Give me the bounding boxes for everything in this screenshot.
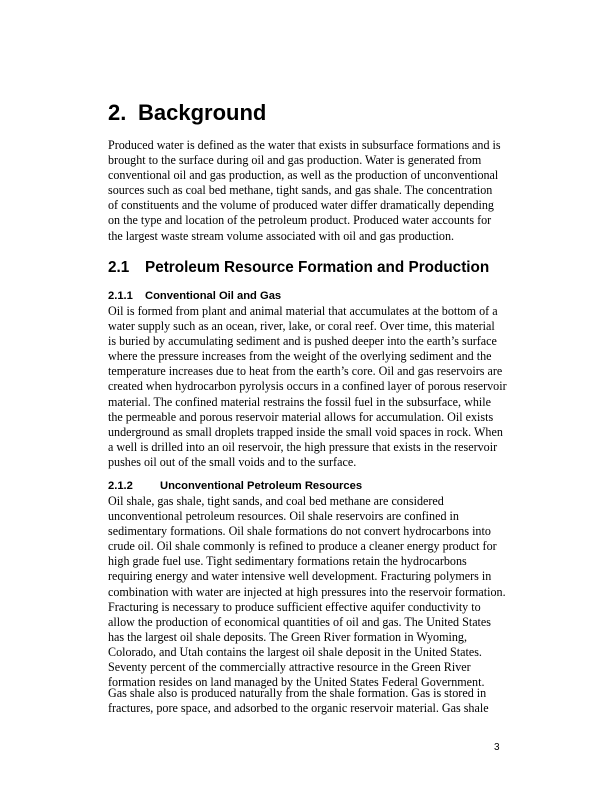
text-line: allow the production of economical quantities of oil and gas. The United States <box>108 614 491 629</box>
subsection-number: 2.1 <box>108 259 130 276</box>
section-title: Background <box>138 100 267 125</box>
page-number: 3 <box>494 742 500 753</box>
text-line: fractures, pore space, and adsorbed to the organic reservoir material. Gas shale <box>108 701 489 716</box>
subsubsection-heading-unconventional <box>108 480 362 492</box>
text-line: conventional oil and gas production, as well as the production of unconventional <box>108 168 499 183</box>
text-line: requiring energy and water intensive well development. Fracturing polymers in <box>108 569 492 584</box>
subsection-heading <box>108 259 489 277</box>
text-line: pushes oil out of the small voids and to the surface. <box>108 454 357 469</box>
text-line: the largest waste stream volume associated with oil and gas production. <box>108 228 455 243</box>
text-line: water supply such as an ocean, river, lake, or coral reef. Over time, this material <box>108 319 495 334</box>
text-line: underground as small droplets trapped inside the small void spaces in rock. When <box>108 424 503 439</box>
text-line: Produced water is defined as the water that exists in subsurface formations and is <box>108 138 501 152</box>
section-heading <box>108 100 266 126</box>
text-line: combination with water are injected at high pressures into the reservoir formation. <box>108 584 506 599</box>
text-line: formation resides on land managed by the United States Federal Government. <box>108 675 485 690</box>
text-line: material. The confined material restrains the fossil fuel in the subsurface, while <box>108 394 491 409</box>
text-line: Colorado, and Utah contains the largest oil shale deposit in the United States. <box>108 644 482 659</box>
text-line: Gas shale also is produced naturally from the shale formation. Gas is stored in <box>108 686 487 700</box>
text-line: Seventy percent of the commercially attractive resource in the Green River <box>108 660 471 675</box>
text-line: sedimentary formations. Oil shale formations do not convert hydrocarbons into <box>108 524 491 539</box>
subsubsection-title: Conventional Oil and Gas <box>145 290 282 302</box>
text-line: on the type and location of the petroleum product. Produced water accounts for <box>108 213 492 228</box>
text-line: a well is drilled into an oil reservoir, the high pressure that exists in the reservoir <box>108 439 498 454</box>
unconventional-paragraph <box>108 494 508 690</box>
text-line: Fracturing is necessary to produce sufficient effective aquifer conductivity to <box>108 599 481 614</box>
text-line: created when hydrocarbon pyrolysis occurs in a confined layer of porous reservoir <box>108 379 507 394</box>
text-line: Oil is formed from plant and animal material that accumulates at the bottom of a <box>108 304 498 318</box>
subsubsection-number: 2.1.1 <box>108 290 133 302</box>
text-line: of constituents and the volume of produced water differ dramatically depending <box>108 198 494 213</box>
text-line: temperature increases due to heat from the earth’s core. Oil and gas reservoirs are <box>108 364 503 379</box>
text-line: crude oil. Oil shale commonly is refined to produce a cleaner energy product for <box>108 539 497 554</box>
text-line: brought to the surface during oil and gas production. Water is generated from <box>108 153 482 168</box>
subsubsection-number: 2.1.2 <box>108 480 133 492</box>
subsection-title: Petroleum Resource Formation and Production <box>145 259 490 276</box>
text-line: Oil shale, gas shale, tight sands, and coal bed methane are considered <box>108 494 444 508</box>
subsubsection-heading-conventional <box>108 290 281 302</box>
text-line: has the largest oil shale deposits. The Green River formation in Wyoming, <box>108 629 467 644</box>
conventional-paragraph <box>108 304 508 470</box>
gas-shale-paragraph <box>108 686 508 716</box>
section-number: 2. <box>108 100 127 125</box>
text-line: the permeable and porous reservoir material allows for accumulation. Oil exists <box>108 409 494 424</box>
subsubsection-title: Unconventional Petroleum Resources <box>160 480 363 492</box>
text-line: where the pressure increases from the weight of the overlying sediment and the <box>108 349 492 364</box>
text-line: unconventional petroleum resources. Oil shale reservoirs are confined in <box>108 509 459 524</box>
text-line: is buried by accumulating sediment and is pushed deeper into the earth’s surface <box>108 334 497 349</box>
text-line: sources such as coal bed methane, tight sands, and gas shale. The concentration <box>108 183 493 198</box>
text-line: high grade fuel use. Tight sedimentary formations retain the hydrocarbons <box>108 554 467 569</box>
intro-paragraph <box>108 138 508 244</box>
